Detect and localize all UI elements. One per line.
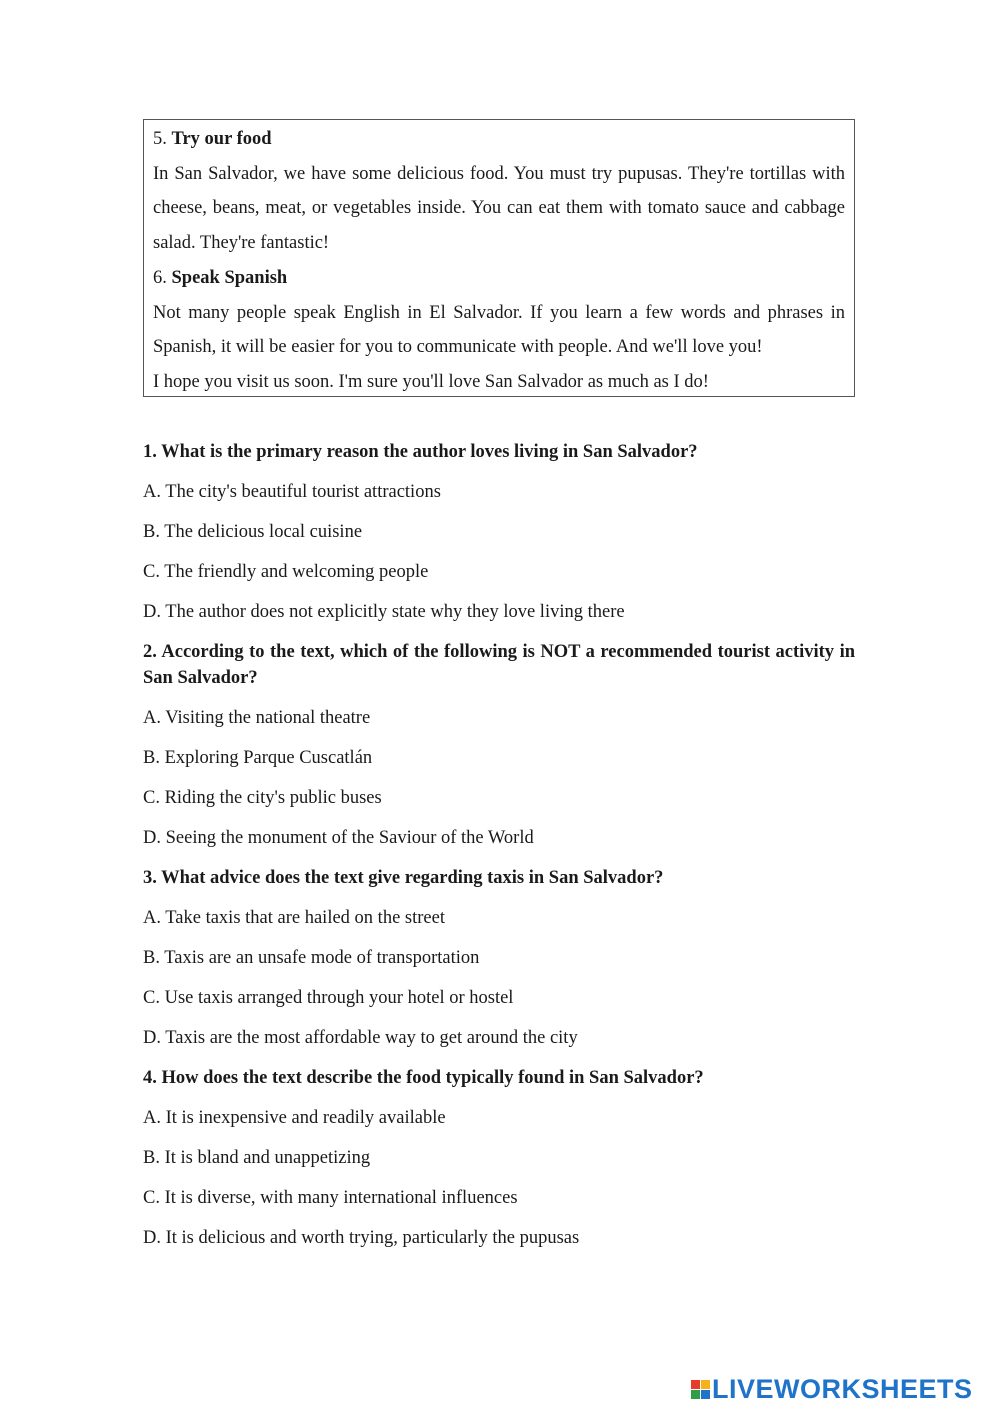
closing-line: I hope you visit us soon. I'm sure you'll love San Salvador as much as I do! xyxy=(153,371,709,392)
question-1-option-b[interactable]: B. The delicious local cuisine xyxy=(143,522,363,542)
question-4-option-b[interactable]: B. It is bland and unappetizing xyxy=(143,1148,371,1168)
section-6-number: 6. xyxy=(153,267,167,288)
question-3-option-a[interactable]: A. Take taxis that are hailed on the street xyxy=(143,908,445,928)
question-3-option-c[interactable]: C. Use taxis arranged through your hotel or hostel xyxy=(143,988,514,1008)
question-2: 2. According to the text, which of the following is NOT a recommended tourist activity in San Salvador? xyxy=(143,642,855,688)
question-3: 3. What advice does the text give regarding taxis in San Salvador? xyxy=(143,868,664,888)
section-5-heading xyxy=(153,122,845,157)
section-6-title: Speak Spanish xyxy=(171,267,288,288)
question-4-option-c[interactable]: C. It is diverse, with many international influences xyxy=(143,1188,518,1208)
section-6-body: Not many people speak English in El Salvador. If you learn a few words and phrases in Spanish, it will be easier for you to communicate with people. And we'll love you! xyxy=(153,302,845,358)
question-3-option-d[interactable]: D. Taxis are the most affordable way to get around the city xyxy=(143,1028,578,1048)
question-2-option-c[interactable]: C. Riding the city's public buses xyxy=(143,788,382,808)
section-6-heading xyxy=(153,261,845,296)
reading-passage-box xyxy=(143,119,855,397)
question-2-option-a[interactable]: A. Visiting the national theatre xyxy=(143,708,371,728)
section-5-number: 5. xyxy=(153,129,167,149)
liveworksheets-logo-icon xyxy=(691,1380,710,1399)
question-4: 4. How does the text describe the food typically found in San Salvador? xyxy=(143,1068,704,1088)
section-5-body: In San Salvador, we have some delicious food. You must try pupusas. They're tortillas with cheese, beans, meat, or vegetables inside. You can eat them with tomato sauce and cabbage salad. They're fantastic! xyxy=(153,163,845,254)
question-1-option-c[interactable]: C. The friendly and welcoming people xyxy=(143,562,429,582)
liveworksheets-brand xyxy=(691,1374,973,1404)
section-5-title: Try our food xyxy=(171,129,272,149)
liveworksheets-wordmark: LIVEWORKSHEETS xyxy=(712,1374,973,1404)
question-1: 1. What is the primary reason the author loves living in San Salvador? xyxy=(143,442,698,462)
question-2-option-b[interactable]: B. Exploring Parque Cuscatlán xyxy=(143,748,373,768)
question-3-option-b[interactable]: B. Taxis are an unsafe mode of transportation xyxy=(143,948,480,968)
question-4-option-d[interactable]: D. It is delicious and worth trying, particularly the pupusas xyxy=(143,1228,580,1248)
questions-list xyxy=(143,434,855,1251)
question-2-option-d[interactable]: D. Seeing the monument of the Saviour of the World xyxy=(143,828,534,848)
question-1-option-a[interactable]: A. The city's beautiful tourist attractions xyxy=(143,482,441,502)
question-1-option-d[interactable]: D. The author does not explicitly state why they love living there xyxy=(143,602,625,622)
question-4-option-a[interactable]: A. It is inexpensive and readily available xyxy=(143,1108,446,1128)
